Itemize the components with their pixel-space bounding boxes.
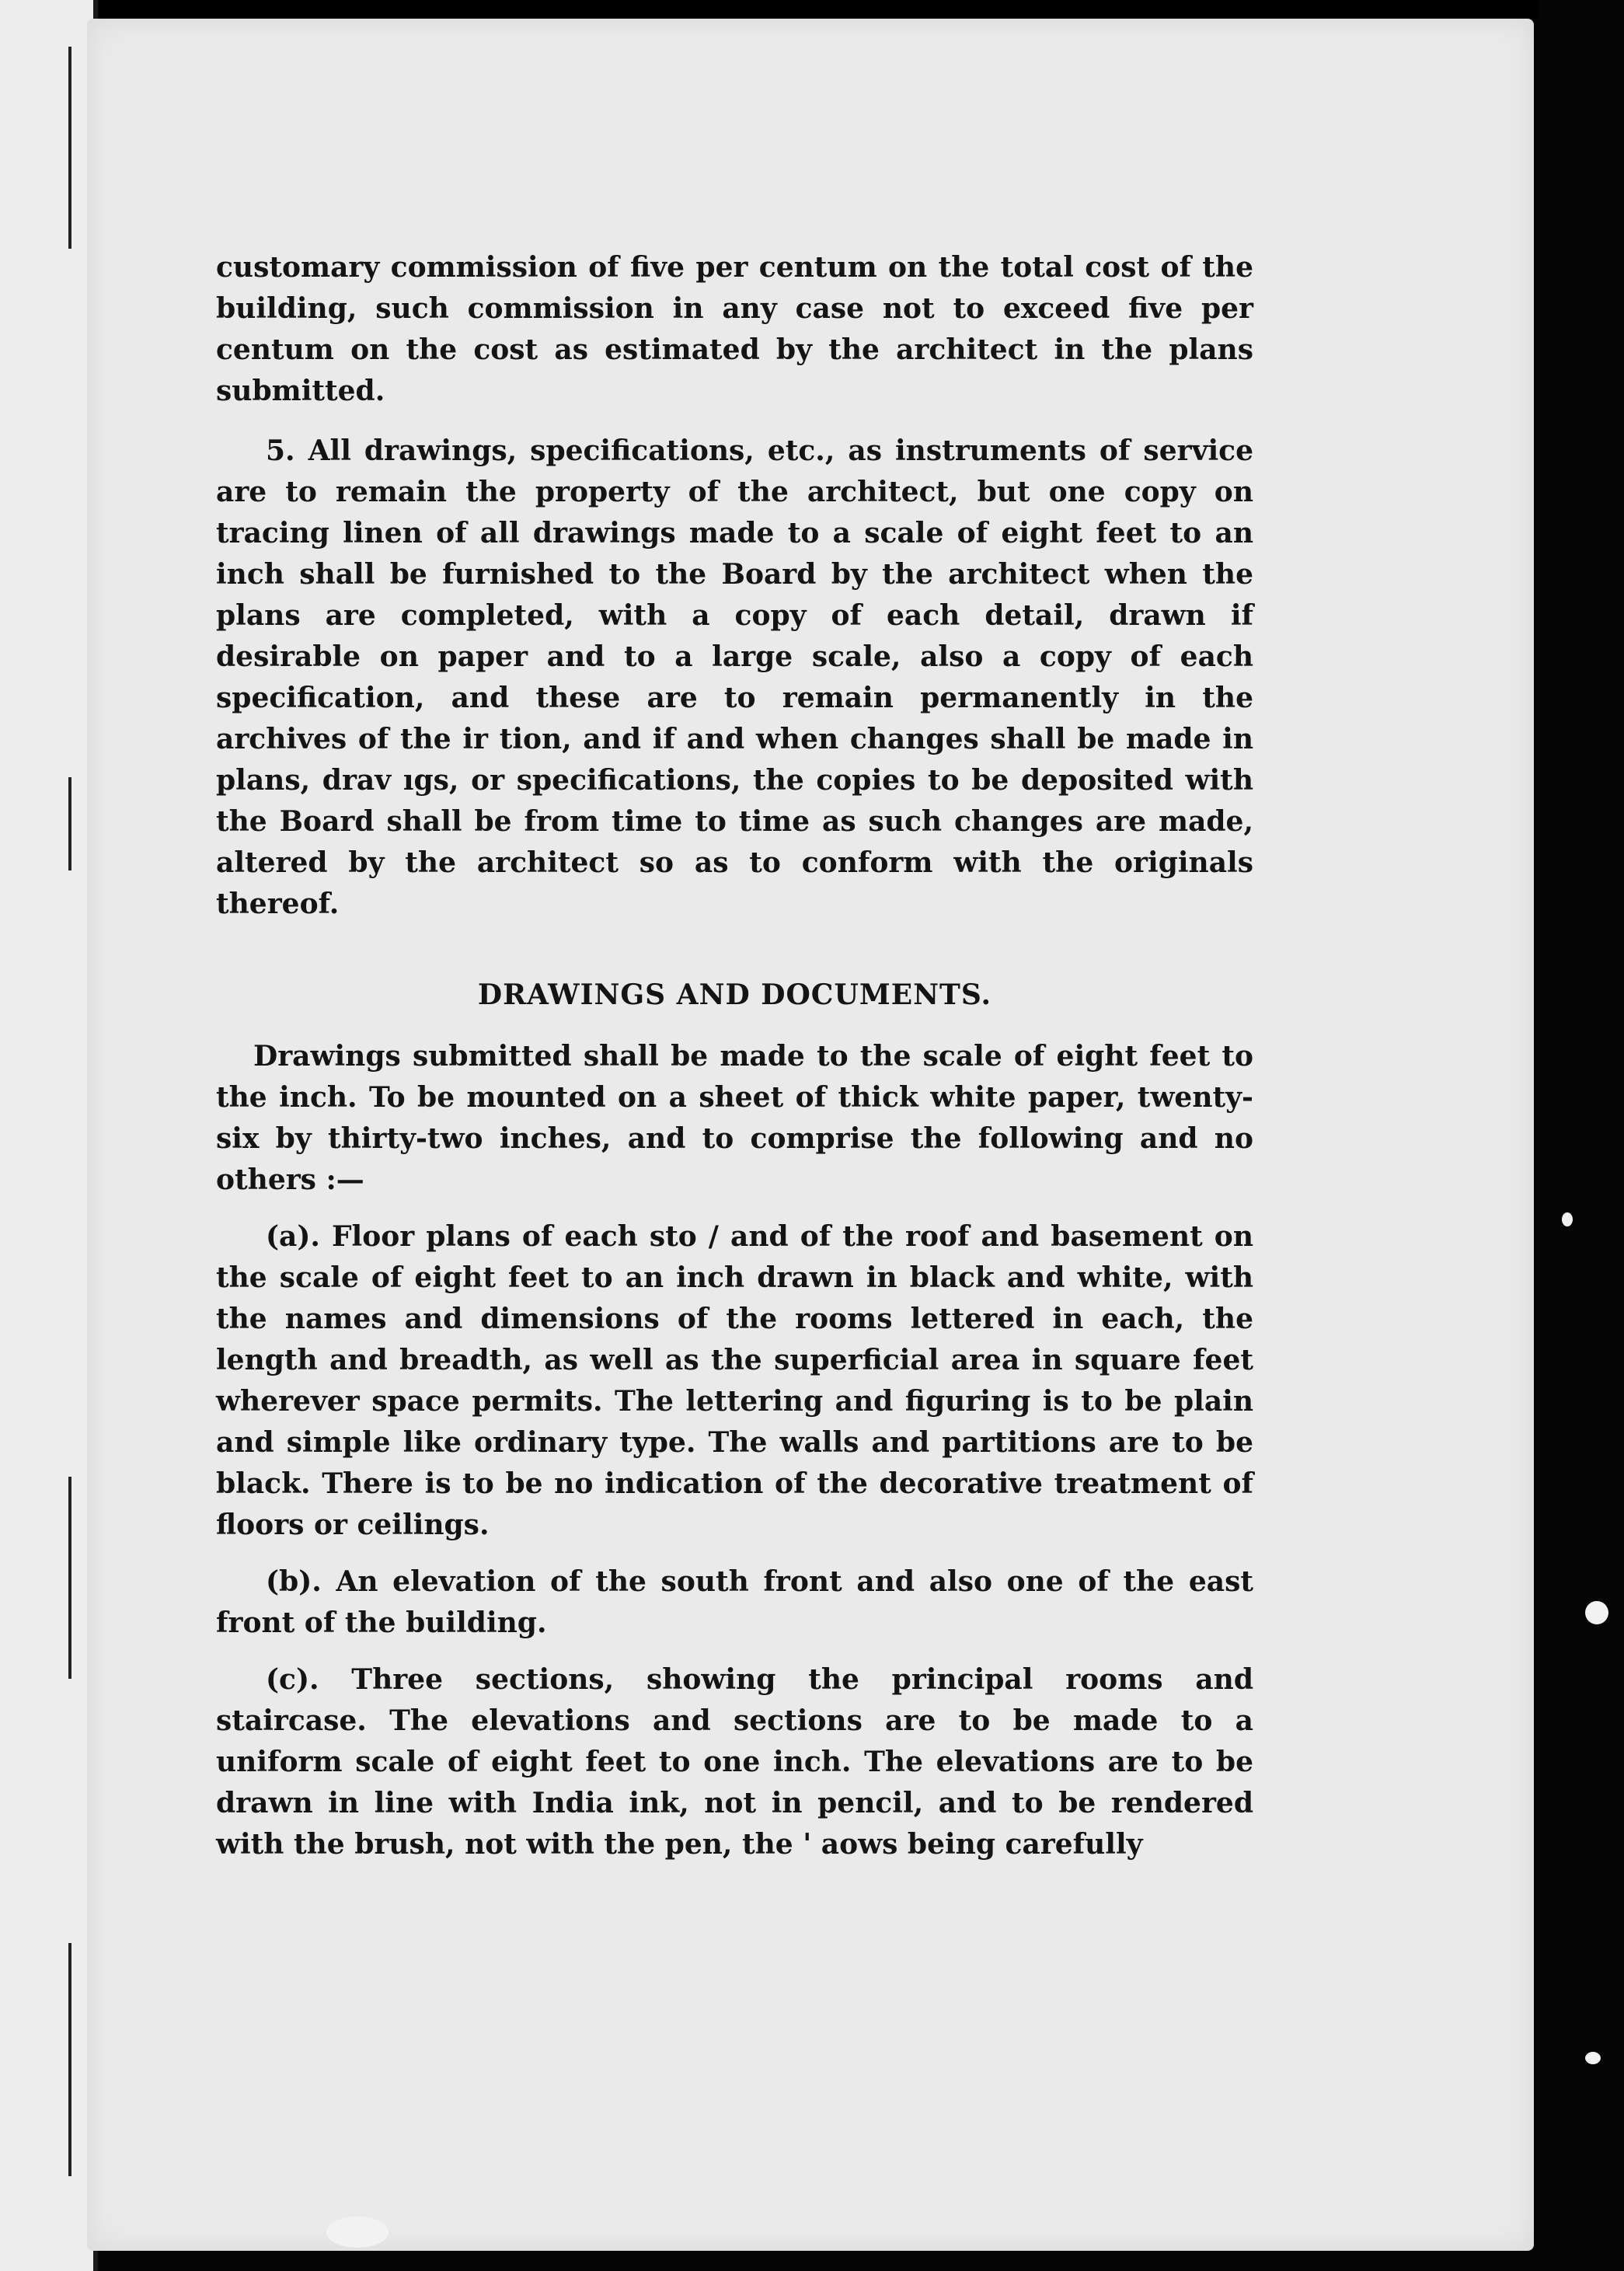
binding-mark [68,777,71,870]
scan-speck [1585,2052,1601,2064]
paragraph-5-drawings-property: 5. All drawings, specifications, etc., as instruments of service are to remain the property of the architect, but one copy on tracing linen of all drawings made to a scale of eight feet to an inch shall be furnished to the Board by the architect when the plans are completed, with a copy of each detail, drawn if desirable on paper and to a large scale, also a copy of each specification, and these are to remain permanently in the archives of the ir tion, and if and when changes shall be made in plans, drav ıgs, or specifications, the copies to be deposited with the Board shall be from time to time as such changes are made, altered by the architect so as to conform with the originals thereof. [216,434,1253,920]
section-heading: DRAWINGS AND DOCUMENTS. [477,979,992,1011]
facing-page-edge [0,0,98,2271]
paragraph-commission: customary commission of five per centum on the total cost of the building, such commission in any case not to exceed five per centum on the cost as estimated by the architect in the plans submitted. [216,251,1253,407]
paragraph-item-c: (c). Three sections, showing the principal rooms and staircase. The elevations and sections are to be made to a uniform scale of eight feet to one inch. The elevations are to be drawn in line with India ink, not in pencil, and to be rendered with the brush, not with the pen, the ' aows being carefully [216,1663,1253,1861]
paragraph-item-b: (b). An elevation of the south front and also one of the east front of the building. [216,1565,1253,1639]
paragraph-drawings-submitted: Drawings submitted shall be made to the scale of eight feet to the inch. To be mounted on a sheet of thick white paper, twenty-six by thirty-two inches, and to comprise the following and no others :— [216,1040,1253,1196]
scan-speck [1562,1212,1573,1226]
scan-speck [326,2217,389,2248]
scan-speck [1585,1601,1608,1624]
paragraph-item-a: (a). Floor plans of each sto / and of the roof and basement on the scale of eight feet to an inch drawn in black and white, with the names and dimensions of the rooms lettered in each, the length and breadth, as well as the superficial area in square feet wherever space permits. The lettering and figuring is to be plain and simple like ordinary type. The walls and partitions are to be black. There is to be no indication of the decorative treatment of floors or ceilings. [216,1220,1253,1541]
top-scan-border [93,0,1539,19]
binding-mark [68,47,71,249]
page-text [216,247,1253,1865]
binding-mark [68,1477,71,1679]
binding-mark [68,1943,71,2176]
